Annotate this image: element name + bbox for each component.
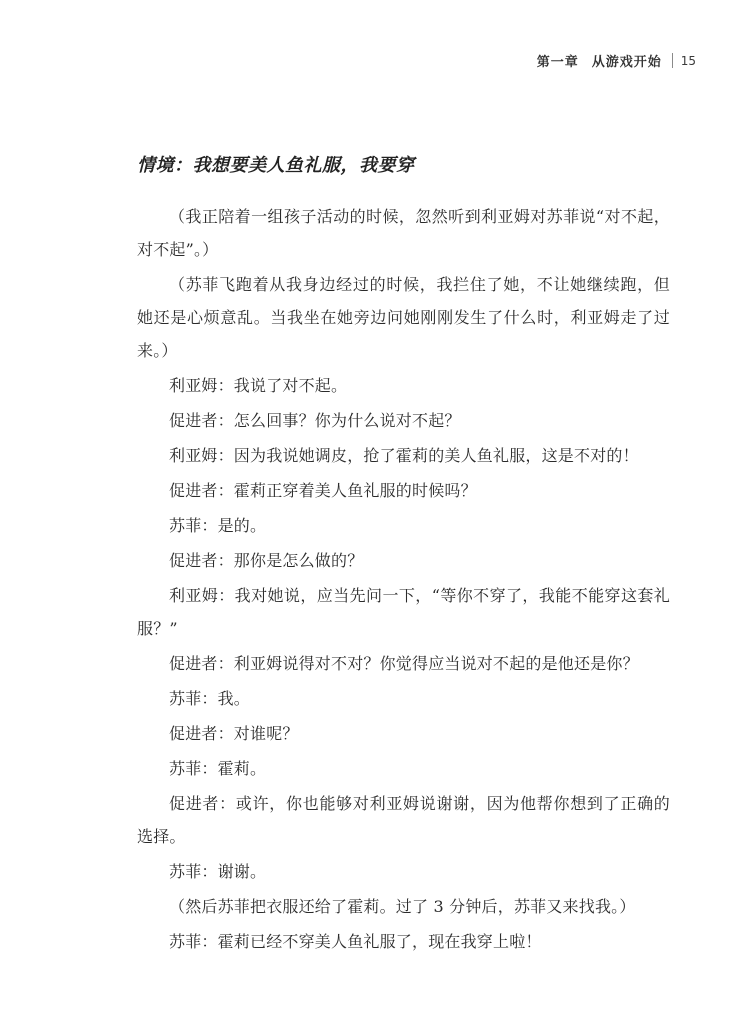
dialogue-line: 苏菲：谢谢。: [169, 862, 267, 881]
dialogue-line: 促进者：或许，你也能够对利亚姆说谢谢，因为他帮你想到了正确的选择。: [137, 794, 670, 846]
dialogue-line: 利亚姆：因为我说她调皮，抢了霍莉的美人鱼礼服，这是不对的！: [169, 446, 639, 465]
dialogue-line: 促进者：利亚姆说得对不对？你觉得应当说对不起的是他还是你？: [169, 654, 639, 673]
paragraph-list: [137, 200, 670, 958]
header-chapter: 第一章: [536, 55, 579, 70]
dialogue-line: 促进者：那你是怎么做的？: [169, 551, 364, 570]
dialogue-line: 苏菲：我。: [169, 689, 251, 708]
page-content: [137, 149, 670, 960]
dialogue-line: 苏菲：霍莉已经不穿美人鱼礼服了，现在我穿上啦！: [169, 932, 542, 951]
stage-direction: （然后苏菲把衣服还给了霍莉。过了 3 分钟后，苏菲又来找我。）: [169, 897, 636, 916]
stage-direction: （苏菲飞跑着从我身边经过的时候，我拦住了她，不让她继续跑，但她还是心烦意乱。当我坐在她旁边问她刚刚发生了什么时，利亚姆走了过来。）: [137, 275, 670, 360]
dialogue-line: 促进者：怎么回事？你为什么说对不起？: [169, 411, 461, 430]
header-section-title: 从游戏开始: [591, 55, 662, 70]
dialogue-line: 促进者：对谁呢？: [169, 724, 299, 743]
dialogue-line: 苏菲：霍莉。: [169, 759, 267, 778]
running-header: [537, 51, 696, 70]
dialogue-line: 利亚姆：我对她说，应当先问一下，“等你不穿了，我能不能穿这套礼服？”: [137, 586, 670, 638]
header-divider: [672, 53, 673, 68]
page-number: 15: [680, 53, 696, 68]
situation-title: 情境：我想要美人鱼礼服，我要穿: [137, 155, 415, 176]
stage-direction: （我正陪着一组孩子活动的时候，忽然听到利亚姆对苏菲说“对不起，对不起”。）: [137, 207, 670, 259]
dialogue-line: 促进者：霍莉正穿着美人鱼礼服的时候吗？: [169, 481, 477, 500]
dialogue-line: 利亚姆：我说了对不起。: [169, 376, 348, 395]
dialogue-line: 苏菲：是的。: [169, 516, 267, 535]
